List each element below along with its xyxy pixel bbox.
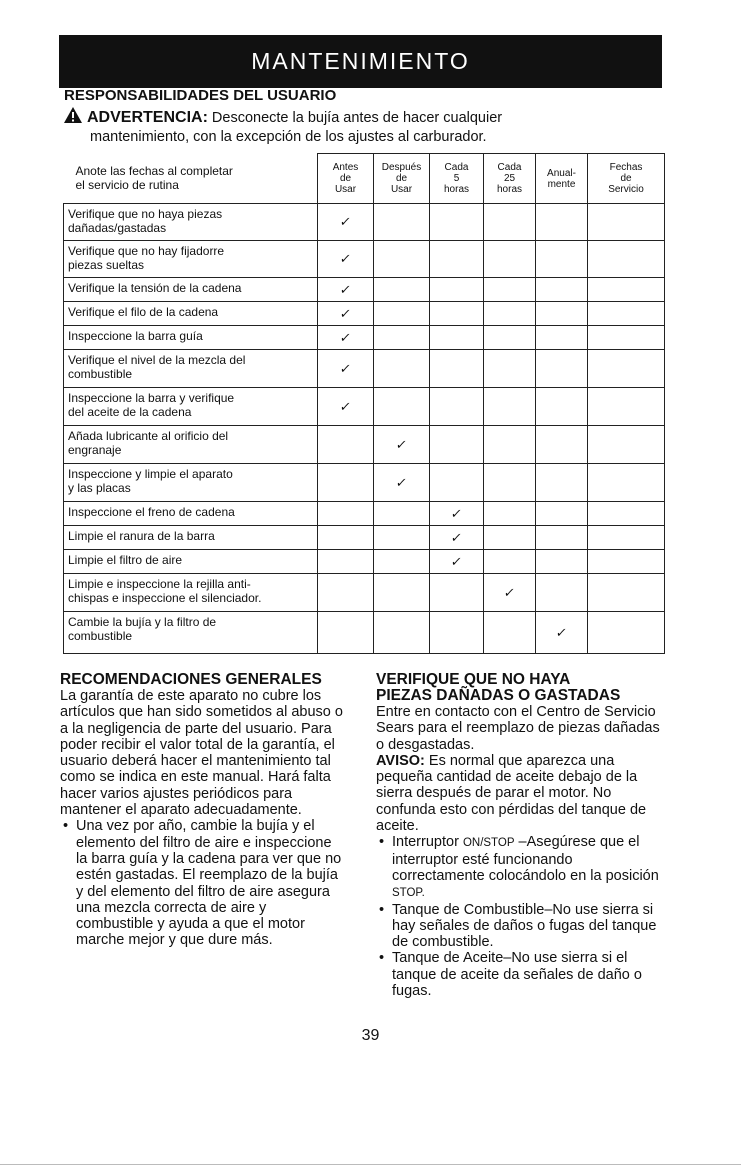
general-recommendations-text: La garantía de este aparato no cubre los artículos que han sido sometidos al abuso o a la negligencia de parte del usuario. Para poder recibir el valor total de la garantía, el usuario deberá hacer el mantenimiento tal como se indica en este manual. Hará falta hacer varios ajustes periódicos para mantener el aparato adecuadamente. <box>60 688 343 819</box>
maintenance-schedule-table <box>63 153 665 654</box>
empty-cell <box>588 302 665 326</box>
empty-cell <box>588 204 665 241</box>
empty-cell <box>430 388 484 426</box>
check-cell <box>430 526 484 550</box>
table-row <box>64 574 665 612</box>
empty-cell <box>588 464 665 502</box>
check-parts-text: Entre en contacto con el Centro de Servicio Sears para el reemplazo de piezas dañadas o desgastadas. <box>376 704 660 753</box>
empty-cell <box>536 388 588 426</box>
empty-cell <box>374 241 430 278</box>
checkmark-icon: ✓ <box>449 505 464 521</box>
empty-cell <box>430 241 484 278</box>
empty-cell <box>588 502 665 526</box>
empty-cell <box>588 612 665 654</box>
task-cell: Verifique que no haya piezas dañadas/gastadas <box>64 204 318 241</box>
empty-cell <box>374 326 430 350</box>
empty-cell <box>588 278 665 302</box>
checkmark-icon: ✓ <box>502 584 517 600</box>
header-col: Antes de Usar <box>318 154 374 204</box>
aviso-note: AVISO: Es normal que aparezca una pequeña cantidad de aceite debajo de la sierra después de parar el motor. No confunda esto con pérdidas del tanque de aceite. <box>376 752 647 835</box>
page-banner: MANTENIMIENTO <box>59 35 662 88</box>
general-recommendations-heading: RECOMENDACIONES GENERALES <box>60 671 322 688</box>
warning-text-1: Desconecte la bujía antes de hacer cualquier <box>211 110 503 126</box>
table-row <box>64 426 665 464</box>
empty-cell <box>374 526 430 550</box>
check-cell <box>318 204 374 241</box>
empty-cell <box>588 574 665 612</box>
check-cell <box>430 502 484 526</box>
header-instructions: Anote las fechas al completar el servicio de rutina <box>64 154 318 204</box>
empty-cell <box>430 574 484 612</box>
empty-cell <box>484 502 536 526</box>
check-cell <box>374 426 430 464</box>
task-cell: Limpie e inspeccione la rejilla anti- chispas e inspeccione el silenciador. <box>64 574 318 612</box>
check-cell <box>318 388 374 426</box>
checkmark-icon: ✓ <box>338 398 353 414</box>
empty-cell <box>536 326 588 350</box>
task-cell: Inspeccione la barra y verifique del aceite de la cadena <box>64 388 318 426</box>
table-row <box>64 278 665 302</box>
list-item: • Tanque de Combustible–No use sierra si hay señales de daños o fugas del tanque de combustible. <box>376 902 666 951</box>
check-parts-heading: VERIFIQUE QUE NO HAYA PIEZAS DAÑADAS O GASTADAS <box>376 671 621 704</box>
page-number: 39 <box>361 1027 380 1044</box>
empty-cell <box>536 302 588 326</box>
empty-cell <box>318 550 374 574</box>
checkmark-icon: ✓ <box>338 305 353 321</box>
empty-cell <box>588 550 665 574</box>
empty-cell <box>484 278 536 302</box>
empty-cell <box>484 464 536 502</box>
empty-cell <box>430 350 484 388</box>
check-cell <box>484 574 536 612</box>
empty-cell <box>536 526 588 550</box>
checkmark-icon: ✓ <box>394 436 409 452</box>
check-cell <box>318 350 374 388</box>
table-row <box>64 526 665 550</box>
empty-cell <box>374 350 430 388</box>
empty-cell <box>588 326 665 350</box>
warning-text-2: mantenimiento, con la excepción de los ajustes al carburador. <box>90 129 487 145</box>
checkmark-icon: ✓ <box>338 281 353 297</box>
empty-cell <box>536 464 588 502</box>
table-row <box>64 550 665 574</box>
list-item: • Tanque de Aceite–No use sierra si el tanque de aceite da señales de daño o fugas. <box>376 950 666 999</box>
check-cell <box>430 550 484 574</box>
empty-cell <box>374 550 430 574</box>
empty-cell <box>484 326 536 350</box>
empty-cell <box>374 502 430 526</box>
task-cell: Cambie la bujía y la filtro de combustible <box>64 612 318 654</box>
check-cell <box>318 302 374 326</box>
empty-cell <box>536 426 588 464</box>
empty-cell <box>536 502 588 526</box>
empty-cell <box>318 574 374 612</box>
empty-cell <box>484 526 536 550</box>
empty-cell <box>484 350 536 388</box>
check-cell <box>318 326 374 350</box>
table-row <box>64 302 665 326</box>
bottom-rule <box>0 1164 741 1165</box>
empty-cell <box>484 204 536 241</box>
empty-cell <box>318 502 374 526</box>
warning-block <box>63 106 663 146</box>
table-header-row <box>64 154 665 204</box>
table-row <box>64 350 665 388</box>
check-damaged-parts <box>376 672 666 999</box>
empty-cell <box>374 612 430 654</box>
header-col: Anual- mente <box>536 154 588 204</box>
table-row <box>64 464 665 502</box>
empty-cell <box>484 550 536 574</box>
empty-cell <box>318 464 374 502</box>
table-row <box>64 502 665 526</box>
checkmark-icon: ✓ <box>449 553 464 569</box>
warning-label: ADVERTENCIA: <box>87 109 208 126</box>
task-cell: Verifique el nivel de la mezcla del combustible <box>64 350 318 388</box>
table-row <box>64 326 665 350</box>
checkmark-icon: ✓ <box>338 360 353 376</box>
empty-cell <box>536 550 588 574</box>
empty-cell <box>430 302 484 326</box>
header-col: Cada 5 horas <box>430 154 484 204</box>
empty-cell <box>588 426 665 464</box>
section-title: RESPONSABILIDADES DEL USUARIO <box>64 87 337 104</box>
empty-cell <box>536 574 588 612</box>
empty-cell <box>430 326 484 350</box>
list-item: • Una vez por año, cambie la bujía y el elemento del filtro de aire e inspeccione la barra guía y la cadena para ver que no estén gastadas. El reemplazo de la bujía y del elemento del filtro de aire asegura una mezcla correcta de aire y combustible y ayuda a que el motor marche mejor y que dure más. <box>60 818 345 948</box>
task-cell: Inspeccione la barra guía <box>64 326 318 350</box>
empty-cell <box>318 526 374 550</box>
table-row <box>64 241 665 278</box>
check-cell <box>374 464 430 502</box>
empty-cell <box>484 426 536 464</box>
list-item: • Interruptor ON/STOP –Asegúrese que el interruptor esté funcionando correctamente colocándolo en la posición STOP. <box>376 834 666 901</box>
empty-cell <box>484 302 536 326</box>
empty-cell <box>318 612 374 654</box>
warning-triangle-icon <box>63 106 83 129</box>
task-cell: Inspeccione el freno de cadena <box>64 502 318 526</box>
checkmark-icon: ✓ <box>338 251 353 266</box>
task-cell: Inspeccione y limpie el aparato y las placas <box>64 464 318 502</box>
empty-cell <box>374 204 430 241</box>
empty-cell <box>588 388 665 426</box>
checkmark-icon: ✓ <box>554 624 569 640</box>
empty-cell <box>430 278 484 302</box>
empty-cell <box>430 426 484 464</box>
table-row <box>64 204 665 241</box>
empty-cell <box>374 388 430 426</box>
checkmark-icon: ✓ <box>394 474 409 490</box>
checkmark-icon: ✓ <box>338 329 353 345</box>
check-cell <box>536 612 588 654</box>
empty-cell <box>430 204 484 241</box>
task-cell: Añada lubricante al orificio del engranaje <box>64 426 318 464</box>
task-cell: Limpie el filtro de aire <box>64 550 318 574</box>
empty-cell <box>318 426 374 464</box>
task-cell: Verifique la tensión de la cadena <box>64 278 318 302</box>
empty-cell <box>536 204 588 241</box>
table-row <box>64 388 665 426</box>
task-cell: Limpie el ranura de la barra <box>64 526 318 550</box>
empty-cell <box>430 612 484 654</box>
empty-cell <box>374 574 430 612</box>
header-col: Cada 25 horas <box>484 154 536 204</box>
empty-cell <box>588 350 665 388</box>
empty-cell <box>536 350 588 388</box>
header-col: Después de Usar <box>374 154 430 204</box>
check-cell <box>318 241 374 278</box>
empty-cell <box>484 388 536 426</box>
empty-cell <box>430 464 484 502</box>
empty-cell <box>374 278 430 302</box>
empty-cell <box>588 526 665 550</box>
table-row <box>64 612 665 654</box>
empty-cell <box>536 241 588 278</box>
task-cell: Verifique el filo de la cadena <box>64 302 318 326</box>
task-cell: Verifique que no hay fijadorre piezas sueltas <box>64 241 318 278</box>
general-recommendations <box>60 672 345 949</box>
empty-cell <box>374 302 430 326</box>
empty-cell <box>484 612 536 654</box>
checkmark-icon: ✓ <box>338 214 353 229</box>
header-col: Fechas de Servicio <box>588 154 665 204</box>
checkmark-icon: ✓ <box>449 529 464 545</box>
empty-cell <box>588 241 665 278</box>
check-cell <box>318 278 374 302</box>
empty-cell <box>484 241 536 278</box>
empty-cell <box>536 278 588 302</box>
